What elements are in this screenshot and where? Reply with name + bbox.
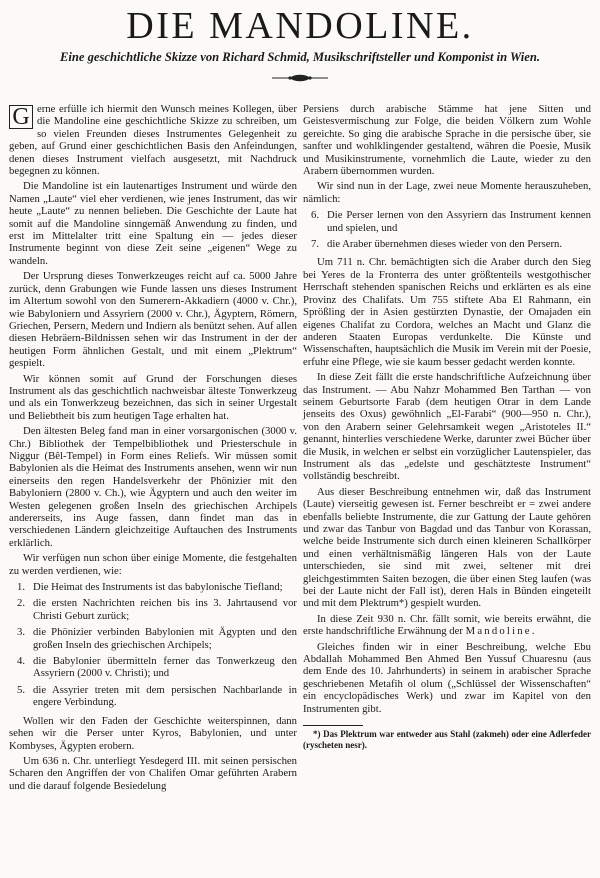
paragraph: Gleiches finden wir in einer Beschreibung, welche Ebu Abdallah Mohammed Ben Ahmed Ben Yussuf Chuaresnu (aus dem Ende des 10. Jahrhunderts) in seinem in arabischer Sprache geschriebenen Metafih ol olum („Schlüssel der Wissenschaften“ ein encyclopädisches Werk) und zwar im Kapitel von den Instrumenten gibt. — [303, 640, 591, 715]
list-item: 7. die Araber übernehmen dieses wieder von den Persern. — [310, 238, 563, 251]
footnote: *) Das Plektrum war entweder aus Stahl (zakmeh) oder eine Adlerfeder (ryscheten nesr). — [303, 729, 591, 751]
page-title: DIE MANDOLINE. — [126, 5, 474, 47]
spaced-word: Mandoline. — [465, 625, 537, 638]
paragraph: Der Ursprung dieses Tonwerkzeuges reicht auf ca. 5000 Jahre zurück, denn Grabungen wie Funde lassen uns dieses Instrument im Altertum sowohl von den Sumerern-Akkadiern (4000 v. Chr.), wie Babyloniern und Assyriern (2000 v. Chr.), Ägyptern, Römern, Griechen, Persern, Medern und Indiern als benützt sehen. Auf allen diesen Hebräern-Bildnissen sehen wir das Instrument in der der heutigen Form ähnlichen Gestalt, und mit einem „Plektrum“ gespielt. — [9, 270, 297, 370]
paragraph: Um 711 n. Chr. bemächtigten sich die Araber durch den Sieg bei Yeres de la Fronterra des unter größtenteils westgothischer Herrschaft stehenden spanischen Reichs und erklärten es als eine Provinz des Chalifats. Um 755 stiftete Aba El Rahmann, ein Sprößling der in Asien gestürzten Dynastie, der Omajaden ein eigenes Chalifat zu Cordora, welches an Macht und Glanz die anderen Staaten Europas verdunkelte. Die Künste und Wissenschaften, hauptsächlich die Musik im Verein mit der Poesie, erfuhr eine Pflege, wie sie kaum besser gedacht werden konnte. — [303, 256, 591, 368]
list-item: 6. Die Perser lernen von den Assyriern das Instrument kennen und spielen, und — [310, 209, 591, 234]
paragraph: Wir können somit auf Grund der Forschungen dieses Instrument als das geschichtlich nachweisbar älteste Tonwerkzeug und als ein Tonwerkzeug bezeichnen, das sich in seiner Urgestalt und Beliebtheit bis zum heutigen Tage erhalten hat. — [9, 372, 297, 422]
page-subtitle: Eine geschichtliche Skizze von Richard Schmid, Musikschriftsteller und Komponist in Wien. — [59, 50, 541, 64]
paragraph: Die Mandoline ist ein lautenartiges Instrument und würde den Namen „Laute“ viel eher verdienen, wie jenes Instrument, das wir heute „Laute“ zu nennen belieben. Die Geschichte der Laute hat somit auf die Mandoline sinngemäß Anwendung zu finden, und erst im Mittelalter tritt eine Spaltung ein — jedes dieser Instrumente beginnt von diese Zeit seine „eigenen“ Wege zu wandeln. — [9, 180, 297, 267]
list-item: 4. die Babylonier übermitteln ferner das Tonwerkzeug den Assyriern (2000 v. Christi); und — [16, 655, 297, 680]
paragraph: Wir sind nun in der Lage, zwei neue Momente herauszuheben, nämlich: — [303, 180, 591, 205]
paragraph: Wollen wir den Faden der Geschichte weiterspinnen, dann sehen wir die Perser unter Kyros, Babylonien, und unter Kombyses, Ägypten erobern. — [9, 714, 297, 752]
paragraph: G erne erfülle ich hiermit den Wunsch meines Kollegen, über die Mandoline eine geschichtliche Skizze zu schreiben, um so vielen Freunden dieses Instrumentes Gelegenheit zu geben, auf Grund einer geschichtlichen Basis den Anfeindungen, denen dieses Instrument vielfach ausgesetzt, mit Nachdruck begegnen zu können. — [9, 103, 297, 178]
list-item: 2. die ersten Nachrichten reichen bis ins 3. Jahrtausend vor Christi Geburt zurück; — [16, 597, 297, 622]
paragraph: Wir verfügen nun schon über einige Momente, die festgehalten zu werden verdienen, wie: — [9, 552, 297, 577]
list-item: 5. die Assyrier treten mit dem persischen Nachbarlande in engere Verbindung. — [16, 683, 297, 709]
left-column — [9, 103, 297, 795]
paragraph: In diese Zeit fällt die erste handschriftliche Aufzeichnung über das Instrument. — Abu Nahzr Mohammed Ben Tarthan — von seinem Geburtsorte Farab (dem heutigen Otrar in dem Lande jenseits des Oxus) gewöhnlich „El-Farabi“ (900—950 n. Chr.), von den Arabern seiner Gelehrsamkeit wegen „Aristoteles II.“ genannt, hinterlies verschiedene Werke, darunter zwei Bücher über die Musik, in welchen er selbst ein vorzüglicher Lautenspieler, das Instrument als das „edelste und geschätzteste Instrument“ vollständig beschreibt. — [303, 371, 591, 483]
paragraph: In diese Zeit 930 n. Chr. fällt somit, wie bereits erwähnt, die erste handschriftliche Erwähnung der Mandoline. — [303, 612, 591, 638]
article-body — [9, 103, 591, 795]
drop-cap: G — [9, 105, 33, 129]
paragraph: Den ältesten Beleg fand man in einer vorsargonischen (3000 v. Chr.) Bibliothek der Tempelbibliothek und Priesterschule in Niggur (Bêl-Tempel) in Form eines Reliefs. Wir müssen somit Babylonien als die Heimat des Instruments ansehen, wenn wir nun einerseits den regen Handelsverkehr der Phönizier mit den Babyloniern (2800 v. Ch.), wie Ägyptern und auch den weiter im Westen gelegenen großen Inseln des griechischen Archipels andererseits, ins Auge fassen, dann findet man das in verschiedenen Ländern gleichzeitige Auftauchen des Instruments erklärlich. — [9, 425, 297, 549]
ornament-icon — [270, 71, 330, 85]
ornament-divider — [9, 71, 591, 85]
right-column — [303, 103, 591, 795]
list-item: 1. Die Heimat des Instruments ist das babylonische Tiefland; — [16, 581, 283, 594]
paragraph: Um 636 n. Chr. unterliegt Yesdegerd III. mit seinen persischen Scharen den Angriffen der von Chalifen Omar geführten Arabern und die darauf folgende Besiedelung — [9, 754, 297, 792]
list-item: 3. die Phönizier verbinden Babylonien mit Ägypten und den großen Inseln des griechischen Archipels; — [16, 626, 297, 651]
paragraph: Persiens durch arabische Stämme hat jene Sitten und Geistesvermischung zur Folge, die beiden Völkern zum Wohle gereichte. So ging die arabische Sprache in die persische über, sie sanfter und wohlklingender gestaltend, währen die Poesie, Musik und Musikinstrumente, vornehmlich die Laute, wieder zu den Arabern übernommen wurden. — [303, 103, 591, 178]
numbered-list — [9, 581, 297, 709]
footnote-rule — [303, 725, 363, 726]
paragraph: Aus dieser Beschreibung entnehmen wir, daß das Instrument (Laute) vierseitig gewesen ist. Ferner beschreibt er = zwei andere ebenfalls beliebte Instrumente, die zur Gattung der Laute gehören und zwar das Tanbur von Bagdad und das Tanbur von Korassan, welche beide Instrumente sich durch einen kleineren Schallkörper und einen verhältnismäßig längeren Hals von der Laute unterschieden, sie sind mit zwei, seltener mit drei gleichgestimmten Saiten bezogen, die über einen Steg laufen (was bei der Laute nicht der Fall ist), deren Hals in Bünden eingeteilt und mit dem Plektrum*) gespielt wurden. — [303, 485, 591, 610]
numbered-list — [303, 209, 591, 250]
